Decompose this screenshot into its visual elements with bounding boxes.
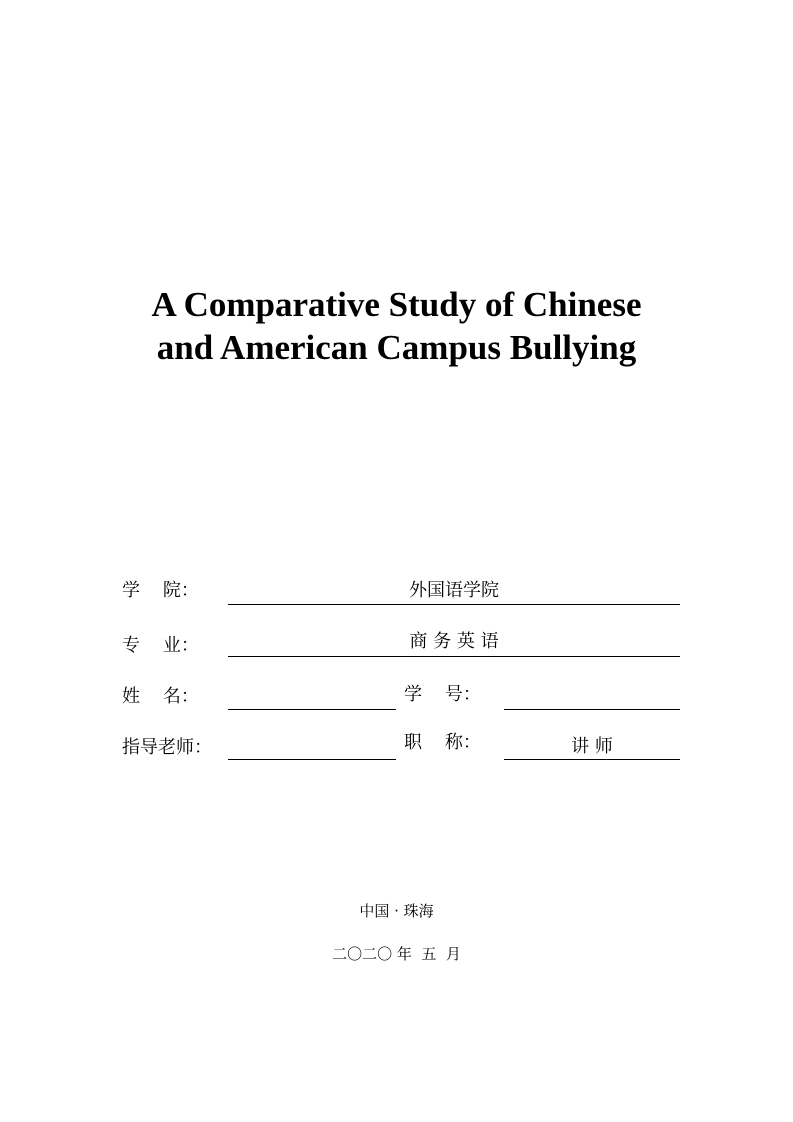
advisor-title-value: 讲 师: [571, 736, 613, 757]
advisor-underline: [228, 759, 396, 760]
thesis-title-line-1: A Comparative Study of Chinese: [151, 285, 642, 324]
name-label: 姓 名：: [122, 686, 199, 707]
major-label: 专 业：: [122, 635, 199, 656]
date-text: 二〇二〇 年 五 月: [332, 945, 461, 963]
student-id-label: 学 号：: [404, 684, 481, 705]
student-id-underline: [504, 709, 680, 710]
advisor-title-label: 职 称：: [404, 732, 481, 753]
college-value: 外国语学院: [409, 580, 499, 601]
location-text: 中国 · 珠海: [359, 902, 434, 920]
major-underline: [228, 656, 680, 657]
major-value: 商 务 英 语: [409, 631, 499, 652]
advisor-label: 指导老师：: [122, 737, 212, 758]
college-label: 学 院：: [122, 580, 199, 601]
thesis-title-line-2: and American Campus Bullying: [156, 328, 637, 367]
college-underline: [228, 604, 680, 605]
name-underline: [228, 709, 396, 710]
advisor-title-underline: [504, 759, 680, 760]
thesis-title: [0, 283, 793, 369]
